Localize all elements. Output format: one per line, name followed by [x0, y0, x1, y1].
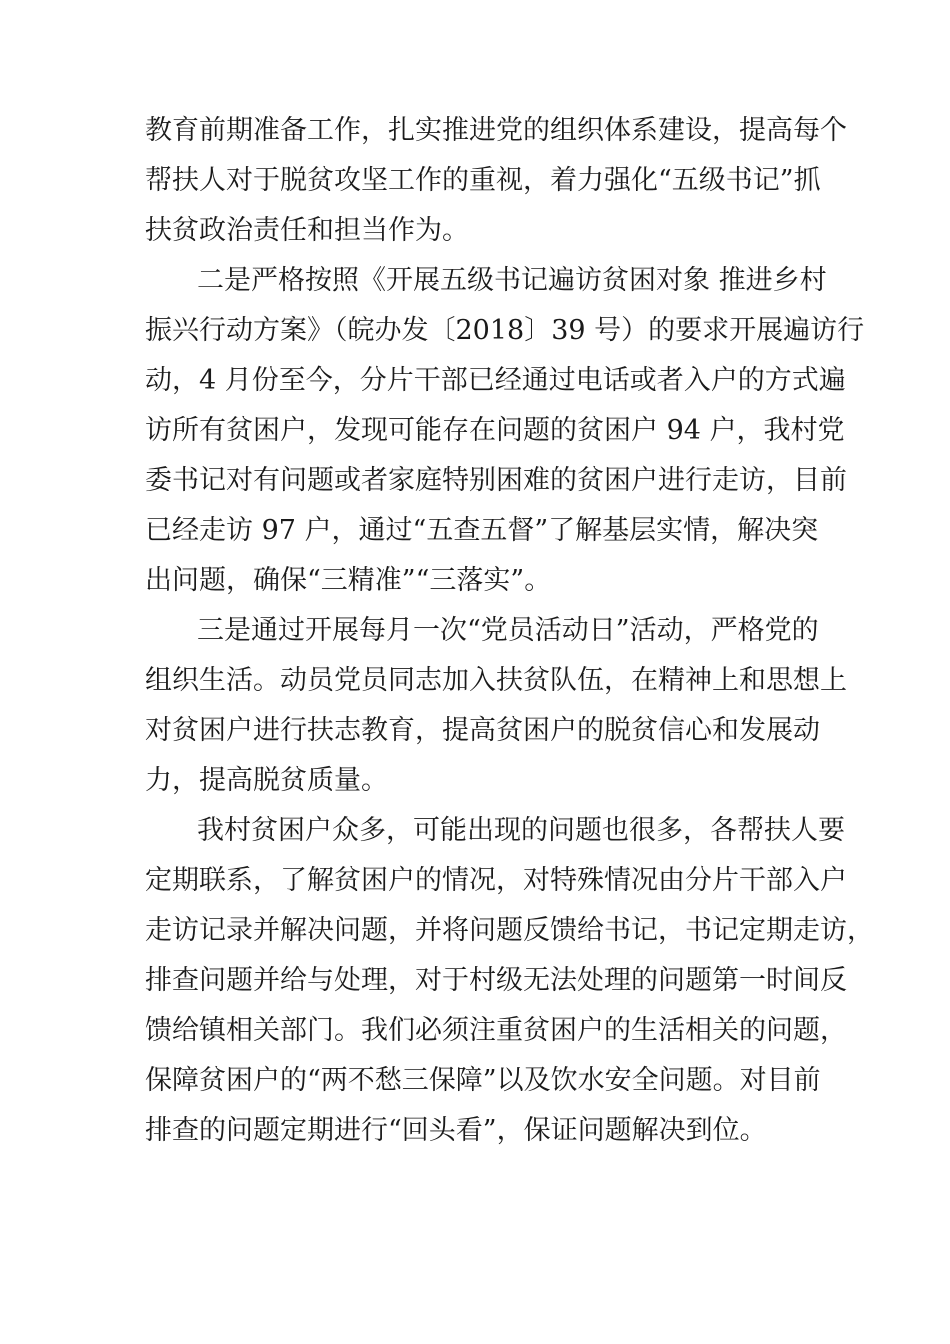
text-line: 对贫困户进行扶志教育，提高贫困户的脱贫信心和发展动: [145, 715, 820, 746]
text-line: 三是通过开展每月一次“党员活动日”活动，严格党的: [197, 615, 819, 646]
text-line: 教育前期准备工作，扎实推进党的组织体系建设，提高每个: [145, 115, 847, 146]
text-line: 二是严格按照《开展五级书记遍访贫困对象 推进乡村: [197, 265, 827, 296]
text-line: 我村贫困户众多，可能出现的问题也很多，各帮扶人要: [197, 815, 845, 846]
text-line: 排查的问题定期进行“回头看”，保证问题解决到位。: [145, 1115, 767, 1146]
text-line: 定期联系，了解贫困户的情况，对特殊情况由分片干部入户: [145, 865, 847, 896]
text-line: 出问题，确保“三精准”“三落实”。: [145, 565, 552, 596]
text-line: 帮扶人对于脱贫攻坚工作的重视，着力强化“五级书记”抓: [145, 165, 821, 196]
text-line: 已经走访 97 户，通过“五查五督”了解基层实情，解决突: [145, 515, 819, 546]
text-line: 委书记对有问题或者家庭特别困难的贫困户进行走访，目前: [145, 465, 847, 496]
text-line: 保障贫困户的“两不愁三保障”以及饮水安全问题。对目前: [145, 1065, 821, 1096]
text-line: 馈给镇相关部门。我们必须注重贫困户的生活相关的问题，: [145, 1015, 847, 1046]
text-line: 组织生活。动员党员同志加入扶贫队伍，在精神上和思想上: [145, 665, 847, 696]
text-line: 力，提高脱贫质量。: [145, 765, 388, 796]
text-line: 走访记录并解决问题，并将问题反馈给书记，书记定期走访，: [145, 915, 874, 946]
text-line: 振兴行动方案》（皖办发〔2018〕39 号）的要求开展遍访行: [145, 315, 865, 346]
text-line: 访所有贫困户，发现可能存在问题的贫困户 94 户，我村党: [145, 415, 845, 446]
text-line: 排查问题并给与处理，对于村级无法处理的问题第一时间反: [145, 965, 847, 996]
text-line: 扶贫政治责任和担当作为。: [145, 215, 469, 246]
text-line: 动，4 月份至今，分片干部已经通过电话或者入户的方式遍: [145, 365, 846, 396]
